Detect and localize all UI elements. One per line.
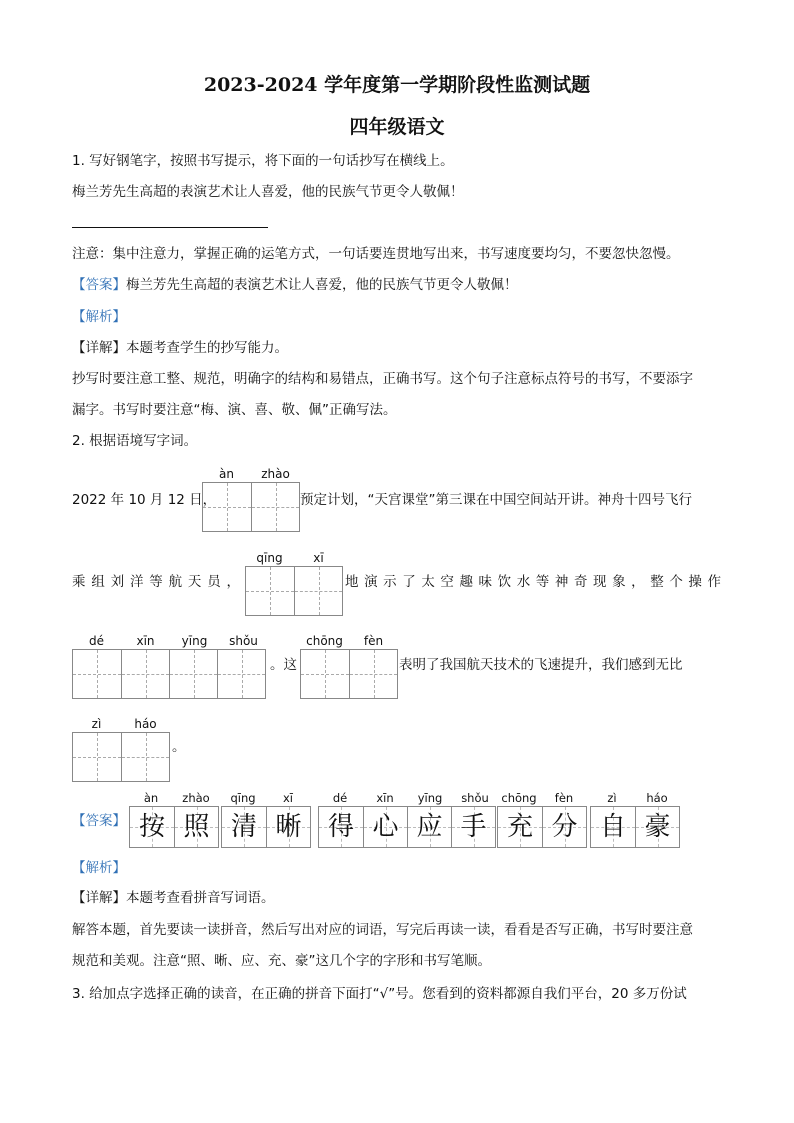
grid-cell[interactable] [203,483,251,531]
page-title: 2023-2024 学年度第一学期阶段性监测试题 [203,74,591,96]
pinyin: háo [134,717,157,731]
writing-grid-3[interactable] [72,649,266,699]
q3-question: 3. 给加点字选择正确的读音，在正确的拼音下面打“√”号。您看到的资料都源自我们平台，20 多万份试 [72,986,687,1002]
grid-cell[interactable] [169,650,217,698]
q2-answer-tag: 【答案】 [72,813,126,829]
writing-grid-4[interactable] [300,649,398,699]
text-char: 等 [149,574,163,590]
answer-cell [451,807,495,847]
answer-cell [542,807,586,847]
answer-cell [363,807,407,847]
q1-detail3: 漏字。书写时要注意“梅、演、喜、敬、佩”正确写法。 [72,402,397,418]
pinyin: zhào [261,467,290,481]
grid-cell[interactable] [73,650,121,698]
q2-p2-after [345,573,721,591]
q2-analysis-tag: 【解析】 [72,860,126,876]
answer-char: 心 [372,812,399,842]
text-char: 奇 [573,574,588,590]
answer-pinyin: qīng [230,791,256,805]
answer-grid [129,806,219,848]
grid-cell[interactable] [121,650,169,698]
q1-detail-text: 本题考查学生的抄写能力。 [126,340,288,356]
grid-cell[interactable] [73,733,121,781]
answer-cell [407,807,451,847]
pinyin: qīng [256,551,283,565]
pinyin: xī [313,551,324,565]
pinyin: fèn [363,634,384,648]
answer-cell [319,807,363,847]
q1-answer [72,276,518,294]
answer-cell [266,807,310,847]
answer-char: 自 [599,812,626,842]
answer-pinyin: dé [332,791,348,805]
text-char: ， [631,574,645,590]
q1-analysis-tag: 【解析】 [72,309,126,325]
answer-pinyin: zhào [182,791,210,805]
text-char: 趣 [459,574,473,590]
text-char: 象 [612,574,626,590]
q2-detail3: 规范和美观。注意“照、晰、应、充、豪”这几个字的字形和书写笔顺。 [72,953,491,969]
text-char: ， [226,574,240,590]
text-char: 了 [402,574,416,590]
text-char: 饮 [497,574,512,590]
detail-tag: 【详解】 [72,340,126,356]
q1-note: 注意：集中注意力，掌握正确的运笔方式，一句话要连贯地写出来，书写速度要均匀，不要忽快忽慢。 [72,246,680,262]
answer-char: 照 [183,812,210,842]
answer-char: 清 [230,812,257,842]
answer-char: 分 [551,812,578,842]
q2-p3-after: 表明了我国航天技术的飞速提升，我们感到无比 [399,657,683,673]
q1-detail [72,339,288,357]
text-char: 洋 [129,574,144,590]
answer-cell [498,807,542,847]
pinyin: chōng [306,634,343,648]
grid-cell[interactable] [301,650,349,698]
grid-cell[interactable] [349,650,397,698]
answer-pinyin: háo [646,791,668,805]
q1-question: 1. 写好钢笔字，按照书写提示，将下面的一句话抄写在横线上。 [72,153,454,169]
pinyin: shǒu [229,634,258,648]
text-char: 航 [168,574,183,590]
pinyin: dé [89,634,104,648]
q2-p1-after: 预定计划，“天宫课堂”第三课在中国空间站开讲。神舟十四号飞行 [300,492,692,508]
text-char: 等 [535,574,550,590]
q1-answer-text: 梅兰芳先生高超的表演艺术让人喜爱，他的民族气节更令人敬佩！ [126,277,518,293]
q2-detail2: 解答本题，首先要读一读拼音，然后写出对应的词语，写完后再读一读，看看是否写正确，书写时要注意 [72,922,693,938]
writing-grid-2[interactable] [245,566,343,616]
pinyin: zì [91,717,102,731]
answer-char: 按 [138,812,165,842]
q2-detail [72,889,275,907]
answer-pinyin: chōng [501,791,537,805]
text-char: 组 [91,574,105,590]
q2-detail-text: 本题考查看拼音写词语。 [126,890,275,906]
answer-char: 得 [327,812,354,842]
text-char: 操 [688,574,702,590]
pinyin: yīng [181,634,208,648]
answer-char: 应 [416,812,443,842]
answer-cell [591,807,635,847]
q2-p2-before [72,573,240,591]
text-char: 太 [421,574,435,590]
answer-char: 手 [460,812,487,842]
text-char: 味 [478,574,493,590]
text-char: 示 [383,574,397,590]
answer-pinyin: àn [143,791,159,805]
answer-pinyin: xīn [376,791,394,805]
answer-grid [318,806,496,848]
text-char: 现 [593,574,607,590]
q1-detail2: 抄写时要注意工整、规范，明确字的结构和易错点，正确书写。这个句子注意标点符号的书写，不要添字 [72,371,693,387]
grid-cell[interactable] [217,650,265,698]
writing-grid-1[interactable] [202,482,300,532]
writing-grid-5[interactable] [72,732,170,782]
answer-pinyin: yīng [417,791,443,805]
answer-cell [174,807,218,847]
q2-p4-end: 。 [172,739,186,755]
answer-grid [221,806,311,848]
grid-cell[interactable] [246,567,294,615]
text-char: 刘 [110,574,125,590]
grid-cell[interactable] [121,733,169,781]
text-char: 地 [345,574,359,590]
text-char: 天 [187,574,202,590]
answer-grid [497,806,587,848]
page-subtitle: 四年级语文 [349,116,445,138]
text-char: 空 [440,574,454,590]
text-char: 乘 [72,574,86,590]
answer-char: 晰 [275,812,302,842]
answer-pinyin: xī [282,791,293,805]
q1-sentence: 梅兰芳先生高超的表演艺术让人喜爱，他的民族气节更令人敬佩！ [72,184,464,200]
text-char: 作 [707,574,721,590]
text-char: 员 [207,574,221,590]
answer-pinyin: fèn [554,791,574,805]
q1-answer-line [72,227,268,228]
answer-grid [590,806,680,848]
text-char: 演 [364,574,378,590]
answer-cell [130,807,174,847]
q2-p3-mid: 。这 [270,657,297,673]
text-char: 个 [669,574,683,590]
answer-cell [635,807,679,847]
answer-tag: 【答案】 [72,277,126,293]
grid-cell[interactable] [294,567,342,615]
q2-question: 2. 根据语境写字词。 [72,433,198,449]
text-char: 神 [554,574,569,590]
answer-pinyin: zì [607,791,617,805]
answer-char: 充 [506,812,533,842]
answer-char: 豪 [644,812,671,842]
text-char: 整 [650,574,664,590]
text-char: 水 [516,574,531,590]
pinyin: àn [219,467,234,481]
answer-cell [222,807,266,847]
detail-tag: 【详解】 [72,890,126,906]
pinyin: xīn [136,634,155,648]
answer-pinyin: shǒu [461,791,489,805]
q2-p1-before: 2022 年 10 月 12 日， [72,492,217,508]
grid-cell[interactable] [251,483,299,531]
